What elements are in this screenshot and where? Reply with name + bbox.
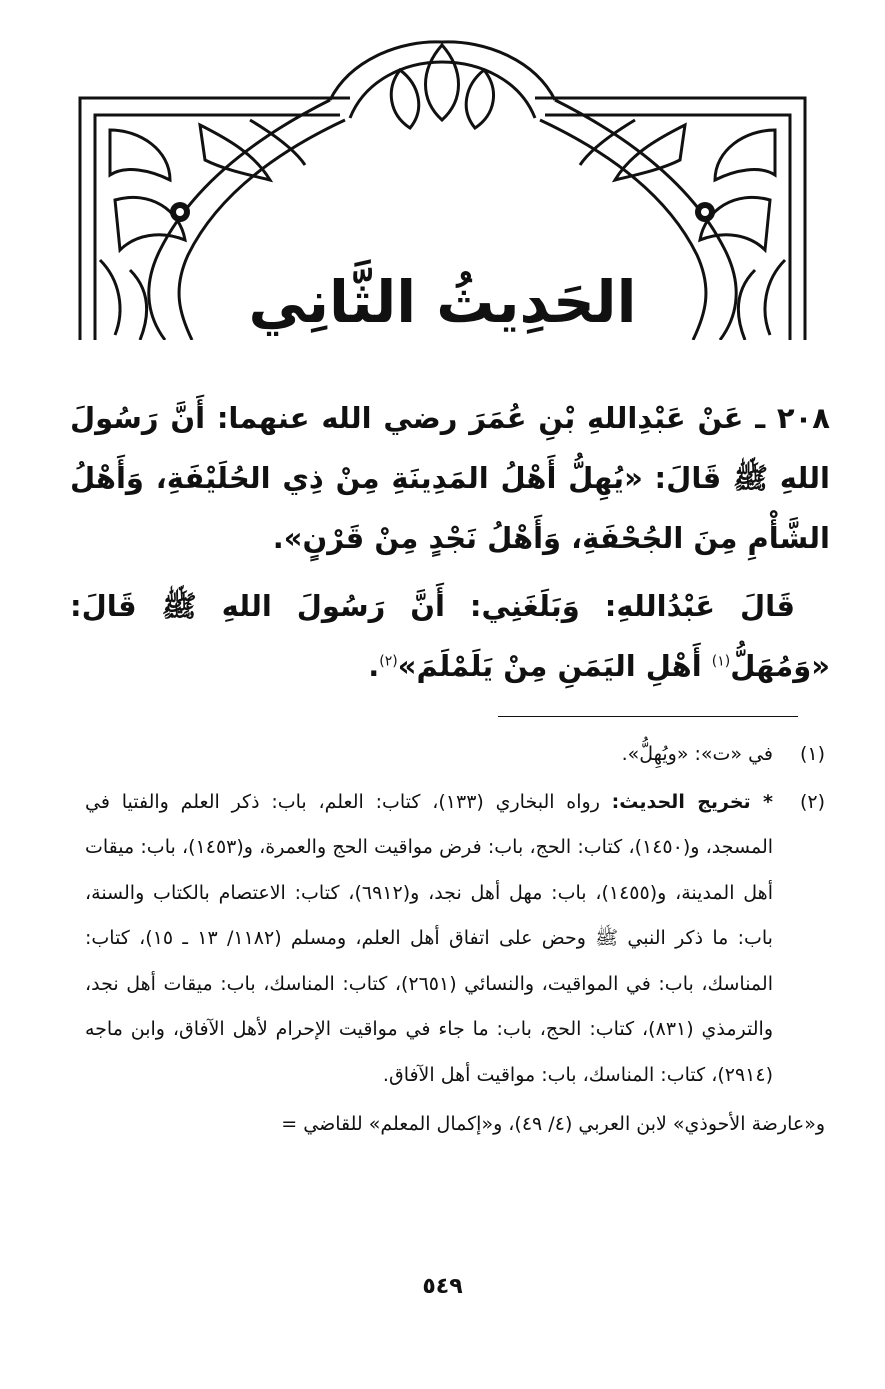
footnote-text — [85, 780, 773, 1099]
page-number: ٥٤٩ — [422, 1274, 463, 1299]
takhrij-heading: * تخريج الحديث: — [611, 790, 773, 813]
footnote-text: في «ت»: «ويُهِلُّ». — [621, 743, 773, 765]
footnote-ref-1: (١) — [711, 653, 731, 670]
footnotes — [85, 732, 825, 1148]
hadith-paragraph-2-text-a: قَالَ عَبْدُاللهِ: وَبَلَغَنِي: أَنَّ رَسُولَ اللهِ ﷺ قَالَ: «وَمُهَلُّ — [70, 589, 830, 683]
hadith-paragraph-1: ٢٠٨ ـ عَنْ عَبْدِاللهِ بْنِ عُمَرَ رضي الله عنهما: أَنَّ رَسُولَ اللهِ ﷺ قَالَ: «يُهِلُّ أَهْلُ المَدِينَةِ مِنْ ذِي الحُلَيْفَةِ، وَأَهْلُ الشَّأْمِ مِنَ الجُحْفَةِ، وَأَهْلُ نَجْدٍ مِنْ قَرْنٍ». — [70, 401, 830, 555]
footnote-number: (١) — [799, 743, 825, 765]
footnote-number: (٢) — [799, 790, 825, 813]
chapter-title: الحَدِيثُ الثَّانِي — [248, 268, 637, 336]
hadith-text — [70, 388, 830, 696]
footnote-2 — [85, 780, 825, 1099]
footnote-1 — [85, 732, 825, 778]
hadith-paragraph-2 — [70, 576, 830, 696]
footnote-divider — [498, 716, 798, 717]
hadith-paragraph-2-end: . — [368, 649, 380, 683]
footnote-ref-2: (٢) — [379, 653, 398, 670]
footnote-continuation: و«عارضة الأحوذي» لابن العربي (٤/ ٤٩)، و«إكمال المعلم» للقاضي = — [281, 1113, 825, 1135]
hadith-paragraph-2-text-b: أَهْلِ اليَمَنِ مِنْ يَلَمْلَمَ» — [397, 649, 712, 683]
takhrij-body: رواه البخاري (١٣٣)، كتاب: العلم، باب: ذكر العلم والفتيا في المسجد، و(١٤٥٠)، كتاب: الحج، باب: فرض مواقيت الحج والعمرة، و(١٤٥٣)، باب: ميقات أهل المدينة، و(١٤٥٥)، باب: مهل أهل نجد، و(٦٩١٢)، كتاب: الاعتصام بالكتاب والسنة، باب: ما ذكر النبي ﷺ وحض على اتفاق أهل العلم، ومسلم (١١٨٢/ ١٣ ـ ١٥)، كتاب: المناسك، باب: في المواقيت، والنسائي (٢٦٥١)، كتاب: المناسك، باب: ميقات أهل نجد، والترمذي (٨٣١)، كتاب: الحج، باب: ما جاء في مواقيت الإحرام لأهل الآفاق، وابن ماجه (٢٩١٤)، كتاب: المناسك، باب: مواقيت أهل الآفاق. — [85, 790, 774, 1086]
